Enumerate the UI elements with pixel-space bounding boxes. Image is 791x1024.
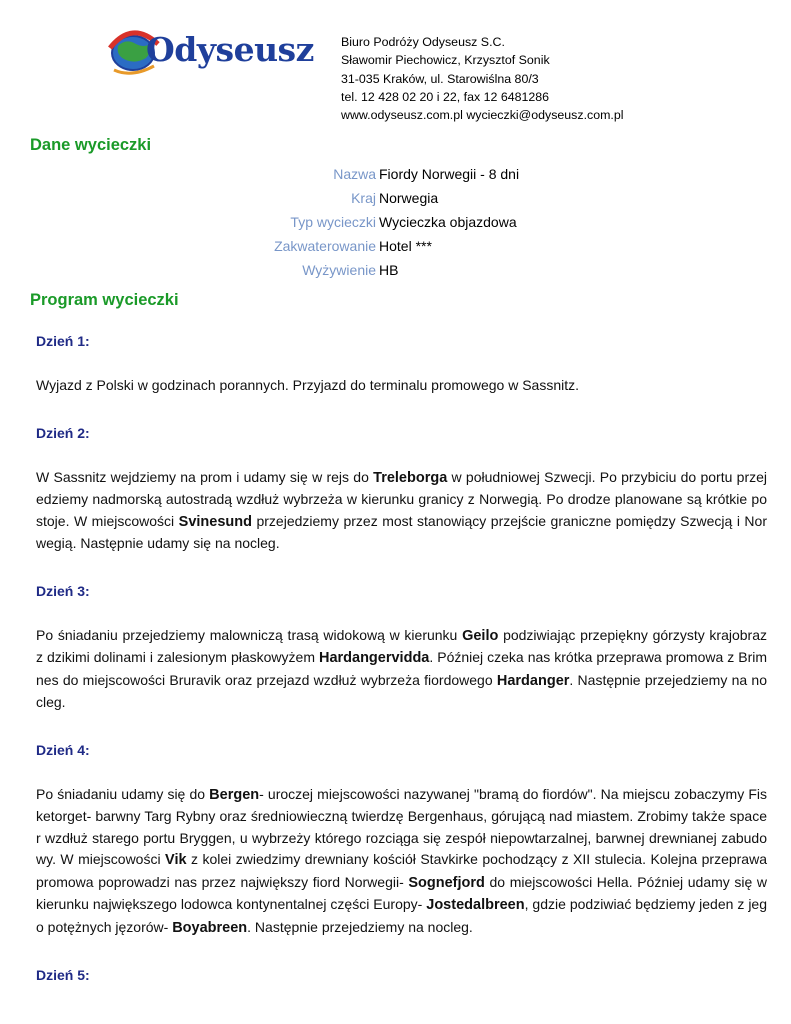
day-title: Dzień 1: <box>36 333 90 349</box>
text-segment: Po śniadaniu przejedziemy malowniczą trasą widokową w kierunku <box>36 626 463 643</box>
place-name: Sognefjord <box>408 874 485 891</box>
place-name: Treleborga <box>373 469 448 486</box>
trip-row-value: Hotel *** <box>379 238 432 254</box>
day-description <box>36 375 767 397</box>
trip-row <box>0 165 791 189</box>
place-name: Svinesund <box>178 513 252 530</box>
day-title: Dzień 4: <box>36 741 90 758</box>
trip-row-label: Typ wycieczki <box>290 214 376 230</box>
day-title: Dzień 3: <box>36 582 90 599</box>
text-segment: w południowej Szwecji. Po przybiciu do portu przejedziemy nadmorską autostradą wzdłuż wybrzeża w kierunku granicy z Norwegią. Po drodze planowane są krótkie postoje. W miejscowości <box>36 468 767 529</box>
trip-row-value: Wycieczka objazdowa <box>379 214 517 230</box>
place-name: Hardangervidda <box>318 650 430 666</box>
trip-row <box>0 213 791 237</box>
company-web[interactable]: www.odyseusz.com.pl wycieczki@odyseusz.com.pl <box>341 108 624 123</box>
place-name: Boyabreen <box>172 919 248 936</box>
company-info <box>341 33 624 124</box>
company-logo <box>106 26 314 76</box>
text-segment: . Później czeka nas krótka przeprawa promowa z Brimnes do miejscowości Bruravik oraz przejazd wzdłuż wybrzeża fiordowego <box>36 649 767 688</box>
text-segment: . Następnie przejedziemy na nocleg. <box>36 671 768 710</box>
text-segment: - uroczej miejscowości nazywanej "bramą do fiordów". Na miejscu zobaczymy Fisketorget- barwny Targ Rybny oraz średniowieczną twierdzę Bergenhaus, górującą nad miastem. Zrobimy także spacer wzdłuż starego portu Bryggen, u wybrzeży którego rozciąga się zespół niepowtarzalnej, barwnej drewnianej zabudowy. W miejscowości <box>36 785 767 867</box>
text-segment: podziwiając przepiękny górzysty krajobraz z dzikimi dolinami i zalesionym płaskowyżem <box>36 626 768 665</box>
trip-row <box>0 189 791 213</box>
trip-row-value: Norwegia <box>379 190 439 206</box>
trip-row-value: HB <box>379 262 399 278</box>
day-title: Dzień 2: <box>36 424 90 441</box>
text-segment: Wyjazd z Polski w godzinach porannych. Przyjazd do terminalu promowego w Sassnitz. <box>36 377 580 393</box>
text-segment: , gdzie podziwiać będziemy jeden z jego potężnych jęzorów- <box>36 896 768 935</box>
trip-row-label: Zakwaterowanie <box>274 238 376 254</box>
company-name: Biuro Podróży Odyseusz S.C. <box>341 35 505 49</box>
day-description <box>36 467 767 555</box>
trip-row-label: Kraj <box>351 190 376 206</box>
text-segment: do miejscowości Hella. Później udamy się w kierunku największego lodowca kontynentalnej części Europy- <box>36 873 768 912</box>
place-name: Bergen <box>209 786 260 803</box>
trip-row-label: Wyżywienie <box>302 262 376 278</box>
trip-details-table <box>0 165 791 285</box>
text-segment: W Sassnitz wejdziemy na prom i udamy się w rejs do <box>36 468 374 485</box>
text-segment: przejedziemy przez most stanowiący przejście graniczne pomiędzy Szwecją i Norwegią. Następnie udamy się na nocleg. <box>36 512 767 551</box>
trip-row-label: Nazwa <box>333 166 376 182</box>
program-days <box>36 332 767 984</box>
place-name: Geilo <box>462 627 499 644</box>
trip-details-heading: Dane wycieczki <box>30 136 152 154</box>
place-name: Hardanger <box>496 672 570 689</box>
day-title: Dzień 5: <box>36 967 90 983</box>
place-name: Vik <box>165 852 187 868</box>
day-description <box>36 784 767 940</box>
text-segment: z kolei zwiedzimy drewniany kościół Stavkirke pochodzący z XII stulecia. Kolejna przeprawa promowa poprowadzi nas przez największy fiord Norwegii- <box>36 851 767 890</box>
company-owners: Sławomir Piechowicz, Krzysztof Sonik <box>341 53 550 68</box>
day-description <box>36 625 767 714</box>
trip-row-value: Fiordy Norwegii - 8 dni <box>379 166 520 182</box>
place-name: Jostedalbreen <box>426 897 525 913</box>
logo-wordmark: Odyseusz <box>146 30 314 69</box>
trip-row <box>0 261 791 285</box>
text-segment: . Następnie przejedziemy na nocleg. <box>247 918 473 935</box>
company-phones: tel. 12 428 02 20 i 22, fax 12 6481286 <box>341 89 550 104</box>
text-segment: Po śniadaniu udamy się do <box>36 785 210 802</box>
program-heading: Program wycieczki <box>30 291 179 309</box>
company-address: 31-035 Kraków, ul. Starowiślna 80/3 <box>341 71 539 86</box>
trip-row <box>0 237 791 261</box>
